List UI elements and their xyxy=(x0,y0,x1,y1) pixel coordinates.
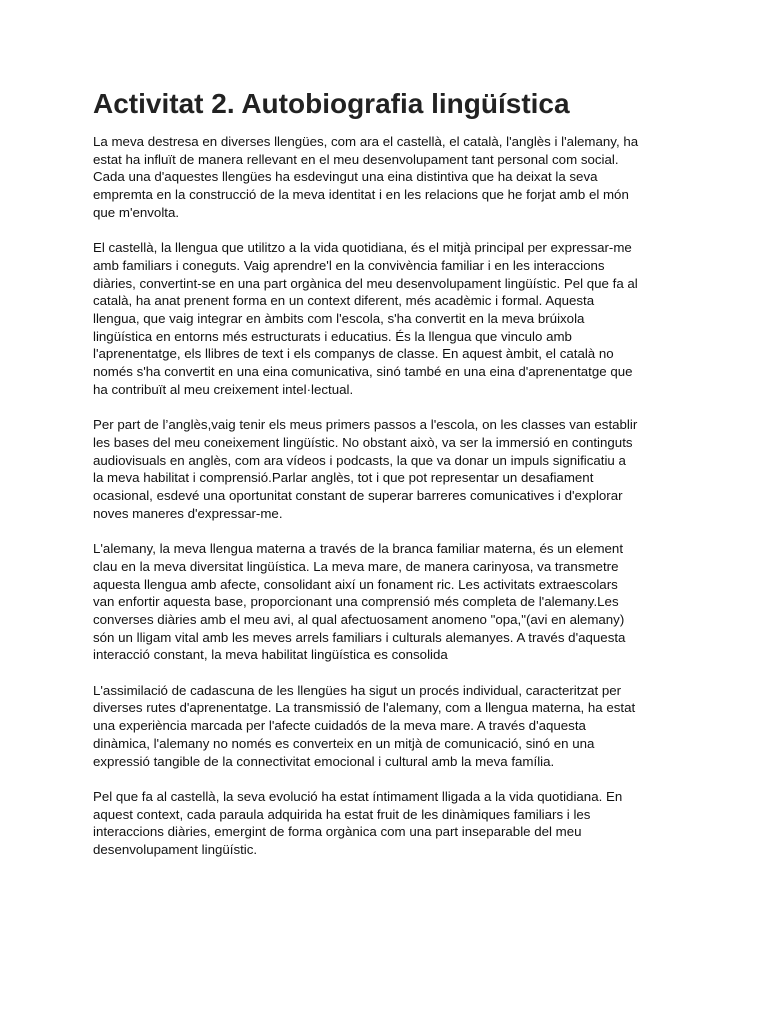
paragraph-line: desenvolupament lingüístic. xyxy=(93,842,258,858)
paragraph-line: van enfortir aquesta base, proporcionant una comprensió més completa de l'alemany.Les xyxy=(93,594,619,610)
paragraph-line: La meva destresa en diverses llengües, com ara el castellà, el català, l'anglès i l'alemany, ha xyxy=(93,134,639,149)
paragraph-line: noves maneres d'expressar-me. xyxy=(93,505,283,521)
paragraph-line: diàries, convertint-se en una part orgànica del meu desenvolupament lingüístic. Pel que fa al xyxy=(93,275,638,291)
paragraph-line: una experiència marcada per l'afecte cuidadós de la meva mare. A través d'aquesta xyxy=(93,718,586,734)
paragraph-6 xyxy=(93,788,733,859)
paragraph-line: les bases del meu coneixement lingüístic. No obstant això, va ser la immersió en continguts xyxy=(93,434,633,450)
paragraph-line: llengua, que vaig integrar en àmbits com l'escola, s'ha convertit en la meva brúixola xyxy=(93,311,585,327)
paragraph-4 xyxy=(93,540,733,664)
paragraph-line: interaccions diàries, emergint de forma orgànica com una part inseparable del meu xyxy=(93,824,582,840)
paragraph-line: la meva habilitat i comprensió.Parlar anglès, tot i que pot representar un desafiament xyxy=(93,470,594,486)
paragraph-line: dinàmica, l'alemany no només es converteix en un mitjà de comunicació, sinó en una xyxy=(93,735,595,751)
paragraph-line: que m'envolta. xyxy=(93,204,180,220)
paragraph-line: audiovisuals en anglès, com ara vídeos i podcasts, la que va donar un impuls significatiu a xyxy=(93,452,626,468)
paragraph-line: lingüística en entorns més estructurats i educatius. És la llengua que vinculo amb xyxy=(93,328,572,344)
paragraph-line: L'assimilació de cadascuna de les llengües ha sigut un procés individual, caracteritzat per xyxy=(93,682,622,698)
paragraph-5 xyxy=(93,682,733,771)
paragraph-line: català, ha anat prenent forma en un context diferent, més acadèmic i formal. Aquesta xyxy=(93,293,595,309)
page-title: Activitat 2. Autobiografia lingüística xyxy=(93,88,570,119)
paragraph-line: són un lligam vital amb les meves arrels familiars i culturals alemanyes. A través d'aquesta xyxy=(93,629,626,645)
paragraph-line: amb familiars i coneguts. Vaig aprendre'l en la convivència familiar i en les interaccions xyxy=(93,257,605,273)
paragraph-line: El castellà, la llengua que utilitzo a la vida quotidiana, és el mitjà principal per expressar-me xyxy=(93,240,632,256)
paragraph-line: Per part de l’anglès,vaig tenir els meus primers passos a l'escola, on les classes van establir xyxy=(93,417,638,433)
paragraph-line: ocasional, esdevé una oportunitat constant de superar barreres comunicatives i d'explorar xyxy=(93,488,623,504)
paragraph-line: empremta en la construcció de la meva identitat i en les relacions que he forjat amb el món xyxy=(93,187,629,203)
paragraph-line: clau en la meva diversitat lingüística. La meva mare, de manera carinyosa, va transmetre xyxy=(93,558,619,574)
paragraph-line: aquest context, cada paraula adquirida ha estat fruit de les dinàmiques familiars i les xyxy=(93,806,591,822)
paragraph-3 xyxy=(93,416,733,522)
paragraph-line: ha contribuït al meu creixement intel·lectual. xyxy=(93,381,354,397)
paragraph-line: estat ha influït de manera rellevant en el meu desenvolupament tant personal com social. xyxy=(93,151,619,167)
paragraph-line: interacció constant, la meva habilitat lingüística es consolida xyxy=(93,647,448,663)
paragraph-line: Cada una d'aquestes llengües ha esdevingut una eina distintiva que ha deixat la seva xyxy=(93,169,598,185)
paragraph-line: l'aprenentatge, els llibres de text i els companys de classe. En aquest àmbit, el català no xyxy=(93,346,614,362)
paragraph-line: aquesta llengua amb afecte, consolidant així un fonament ric. Les activitats extraescolars xyxy=(93,576,618,592)
paragraph-line: L'alemany, la meva llengua materna a través de la branca familiar materna, és un element xyxy=(93,541,624,557)
paragraph-1 xyxy=(93,133,733,222)
document-body xyxy=(93,133,733,876)
paragraph-line: Pel que fa al castellà, la seva evolució ha estat íntimament lligada a la vida quotidiana. En xyxy=(93,788,623,804)
paragraph-line: només s'ha convertit en una eina comunicativa, sinó també en una eina d'aprenentatge que xyxy=(93,364,633,380)
paragraph-line: expressió tangible de la connectivitat emocional i cultural amb la meva família. xyxy=(93,753,555,769)
paragraph-line: converses diàries amb el meu avi, al qual afectuosament anomeno "opa,"(avi en alemany) xyxy=(93,611,625,627)
paragraph-line: diverses rutes d'aprenentatge. La transmissió de l'alemany, com a llengua materna, ha estat xyxy=(93,700,636,716)
paragraph-2 xyxy=(93,239,733,398)
